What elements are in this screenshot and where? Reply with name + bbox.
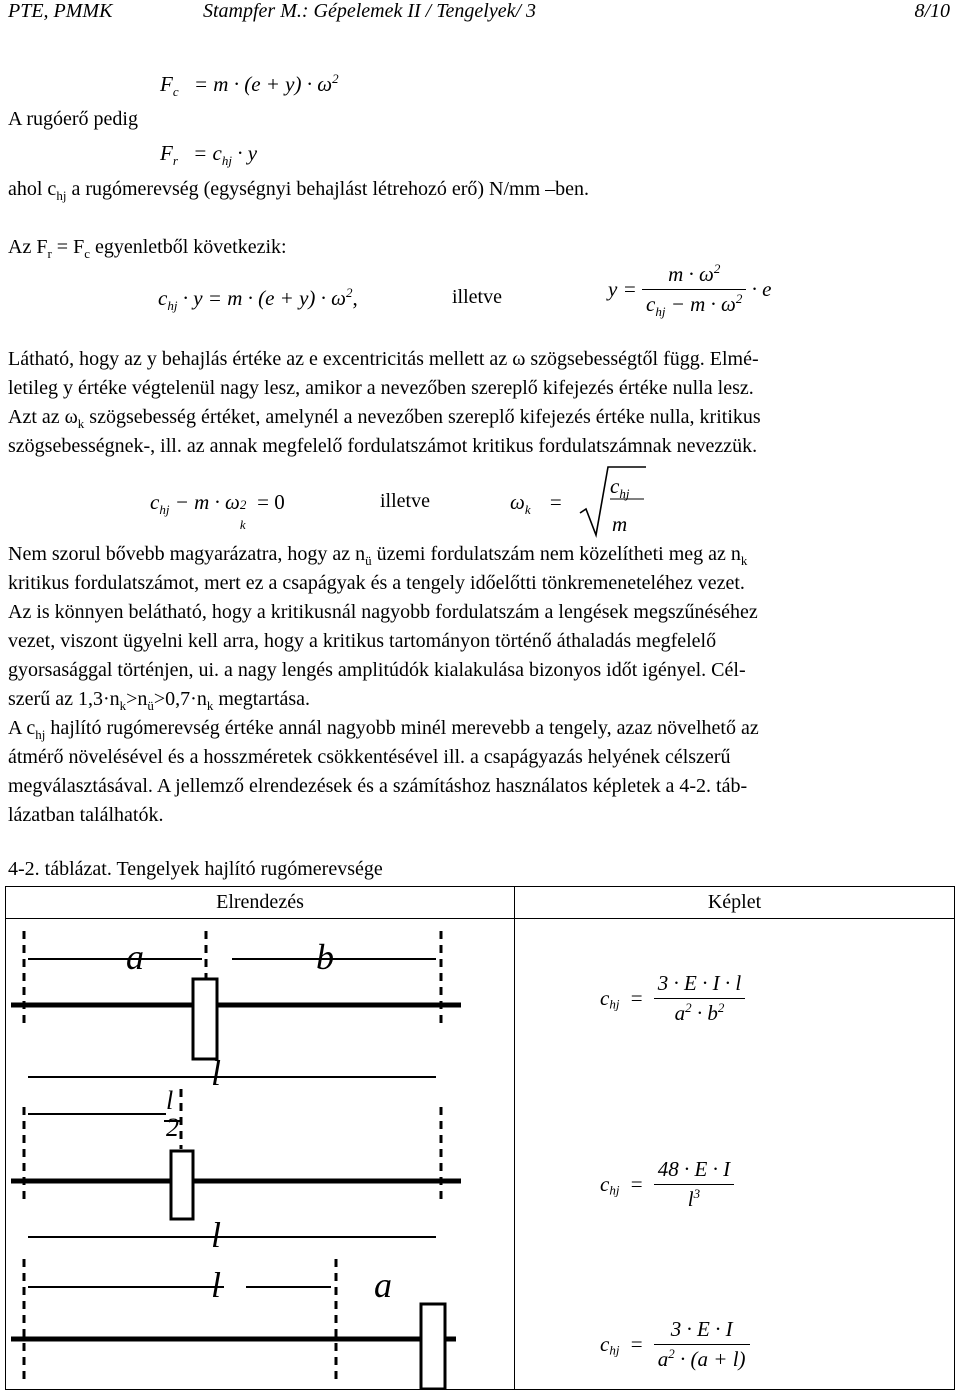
ahol-sentence (8, 178, 589, 201)
header-center: Stampfer M.: Gépelemek II / Tengelyek/ 3 (203, 0, 537, 22)
eq-fr-rhs-tail: · y (237, 141, 258, 165)
equation-chj-y: $c_{hj} \cdot y = m \cdot (e + y) \cdot \omega^2$, (158, 285, 358, 314)
equation-fc (160, 71, 339, 100)
eq-fc-lhs: F (160, 72, 173, 96)
label-l-3: l (211, 1265, 222, 1305)
formula-3: $c_{hj}$ = $\frac{3 \cdot E \cdot I}{a^2 \cdot (a + l)}$ (600, 1317, 750, 1372)
eq-fr-lhs-sub: r (172, 153, 178, 169)
label-l2-num: l (166, 1086, 174, 1115)
paragraph-behajlas (8, 345, 954, 461)
eq-fc-rhs-sup: 2 (332, 71, 339, 86)
eq2-den-sub: hj (655, 304, 666, 320)
eq3-illetve: illetve (380, 490, 430, 512)
para3-line4: lázatban találhatók. (8, 804, 164, 826)
eq2-sup: 2 (346, 285, 353, 300)
azfr-a-sub: r (47, 246, 52, 261)
label-l2-den: 2 (166, 1113, 179, 1142)
table-caption: 4-2. táblázat. Tengelyek hajlító rugómerevsége (8, 858, 383, 880)
para3-line3: megválasztásával. A jellemző elrendezések és a számításhoz használatos képletek a 4-2. táb- (8, 775, 748, 797)
formula-3-num: 3 · E · I (654, 1317, 750, 1345)
label-b-1: b (316, 937, 334, 977)
table-header-elrendezes: Elrendezés (6, 887, 515, 919)
eq2-tail: · e (751, 277, 772, 301)
eq3-omega-sym: ω (510, 490, 525, 514)
eq2-illetve: illetve (452, 286, 502, 308)
label-l-1: l (211, 1053, 222, 1093)
label-l-2: l (211, 1215, 222, 1255)
table-formula-cell (515, 919, 955, 1390)
para2-line2: kritikus fordulatszámot, mert ez a csapágyak és a tengely időelőtti tönkremeneteléhez vezet. (8, 572, 745, 594)
eq3-sqrt-den: m (612, 512, 628, 536)
label-a-3: a (374, 1265, 392, 1305)
azfr-c: egyenletből következik: (89, 236, 287, 258)
formula-2: $c_{hj}$ = $\frac{48 \cdot E \cdot I}{l^3}$ (600, 1157, 734, 1212)
eq3-sqrt-num (610, 474, 630, 502)
eq3-middle: − m · ω (169, 490, 240, 514)
label-a-1: a (126, 937, 144, 977)
eq2-left: · y = m · (e + y) · ω (182, 286, 346, 310)
formula-2-num: 48 · E · I (654, 1157, 734, 1185)
eq2-comma: , (352, 286, 358, 310)
azfr-b: = F (51, 236, 85, 258)
spring-intro: A rugóerő pedig (8, 108, 138, 130)
paragraph-rugomerevseg (8, 714, 954, 830)
eq3-num-sub: hj (619, 486, 630, 502)
table-diagram-cell (6, 919, 515, 1390)
formula-1-num: 3 · E · I · l (654, 971, 745, 999)
equation-y-fraction (608, 261, 772, 320)
eq3-zero: = 0 (251, 490, 285, 514)
para1-line2: letileg y értéke végtelenül nagy lesz, amikor a nevezőben szereplő kifejezés értéke nulla lesz. (8, 377, 754, 399)
equation-critical: $c_{hj} - m \cdot \omega$ 2 k = 0 (150, 490, 285, 532)
ahol-sub: hj (56, 188, 67, 203)
para3-line1: A $c_{hj}$ hajlító rugómerevség értéke annál nagyobb minél merevebb a tengely, azaz növelhető az (8, 717, 759, 742)
disk-3 (421, 1304, 445, 1389)
formula-1: $c_{hj}$ = $\frac{3 \cdot E \cdot I \cdot l}{a^2 \cdot b^2}$ (600, 971, 745, 1026)
az-fr-sentence (8, 236, 287, 259)
eq3-num-c: c (610, 474, 620, 498)
paragraph-uzemi (8, 540, 954, 714)
para2-line5: gyorsasággal történjen, ui. a nagy lengés amplitúdók kialakulása bizonyos időt igényel. Cél- (8, 659, 746, 681)
eq3-omega (510, 490, 562, 518)
para2-line4: vezet, viszont ügyelni kell arra, hogy a kritikus tartományon történő áthaladás megfelelő (8, 630, 717, 652)
para1-line1: Látható, hogy az y behajlás értéke az e excentricitás mellett az ω szögsebességtől függ. Elmé- (8, 348, 759, 370)
azfr-a: Az F (8, 236, 48, 258)
shaft-arrangement-diagram (6, 919, 514, 1389)
eq-fc-rhs: = m · (e + y) · ω (193, 72, 333, 96)
para3-line2: átmérő növelésével és a hosszméretek csökkentésével ill. a csapágyazás helyének célszerű (8, 746, 731, 768)
eq-fc-lhs-sub: c (172, 84, 179, 100)
eq2-den-rest: − m · ω (665, 292, 736, 316)
disk-1 (193, 979, 217, 1059)
eq2-den-c: c (646, 292, 656, 316)
eq3-omega-sub: k (524, 502, 531, 518)
azfr-b-sub: c (84, 246, 90, 261)
para2-line6: szerű az $1,3\cdot n_k>n_ü>0,7\cdot n_k$ megtartása. (8, 688, 310, 713)
eq3-c: c (150, 490, 160, 514)
eq-fr-rhs-sub: hj (221, 153, 233, 169)
para1-line4: szögsebességnek-, ill. az annak megfelelő fordulatszámot kritikus fordulatszámnak nevezzük. (8, 435, 758, 457)
page-header (8, 0, 950, 30)
eq-fr-rhs: = c (193, 141, 222, 165)
ahol-post: a rugómerevség (egységnyi behajlást létrehozó erő) N/mm –ben. (66, 178, 590, 200)
para1-line3: Azt az $\omega_k$ szögsebesség értéket, amelynél a nevezőben szereplő kifejezés értéke nulla, kritikus (8, 406, 761, 431)
ahol-pre: ahol c (8, 178, 57, 200)
equation-fr (160, 141, 258, 169)
header-left: PTE, PMMK (8, 0, 113, 22)
eq2-num: m · ω (668, 262, 714, 286)
header-page-number: 8/10 (914, 0, 950, 22)
eq2-fraction: $\frac{m \cdot \omega^2}{c_{hj} - m \cdot \omega^2}$ (642, 262, 746, 317)
eq3-c-sub: hj (159, 502, 170, 518)
stiffness-table (5, 886, 955, 1390)
eq2-y-eq: y = (608, 277, 637, 301)
table-header-keplet: Képlet (515, 887, 955, 919)
para2-line3: Az is könnyen belátható, hogy a kritikusnál nagyobb fordulatszám a lengések megszűnéséhez (8, 601, 758, 623)
disk-2 (171, 1151, 193, 1219)
eq3-eq: = (549, 490, 562, 514)
para2-line1: Nem szorul bővebb magyarázatra, hogy az $n_ü$ üzemi fordulatszám nem közelítheti meg az $n_k$ (8, 543, 748, 568)
eq-fr-lhs: F (160, 141, 173, 165)
